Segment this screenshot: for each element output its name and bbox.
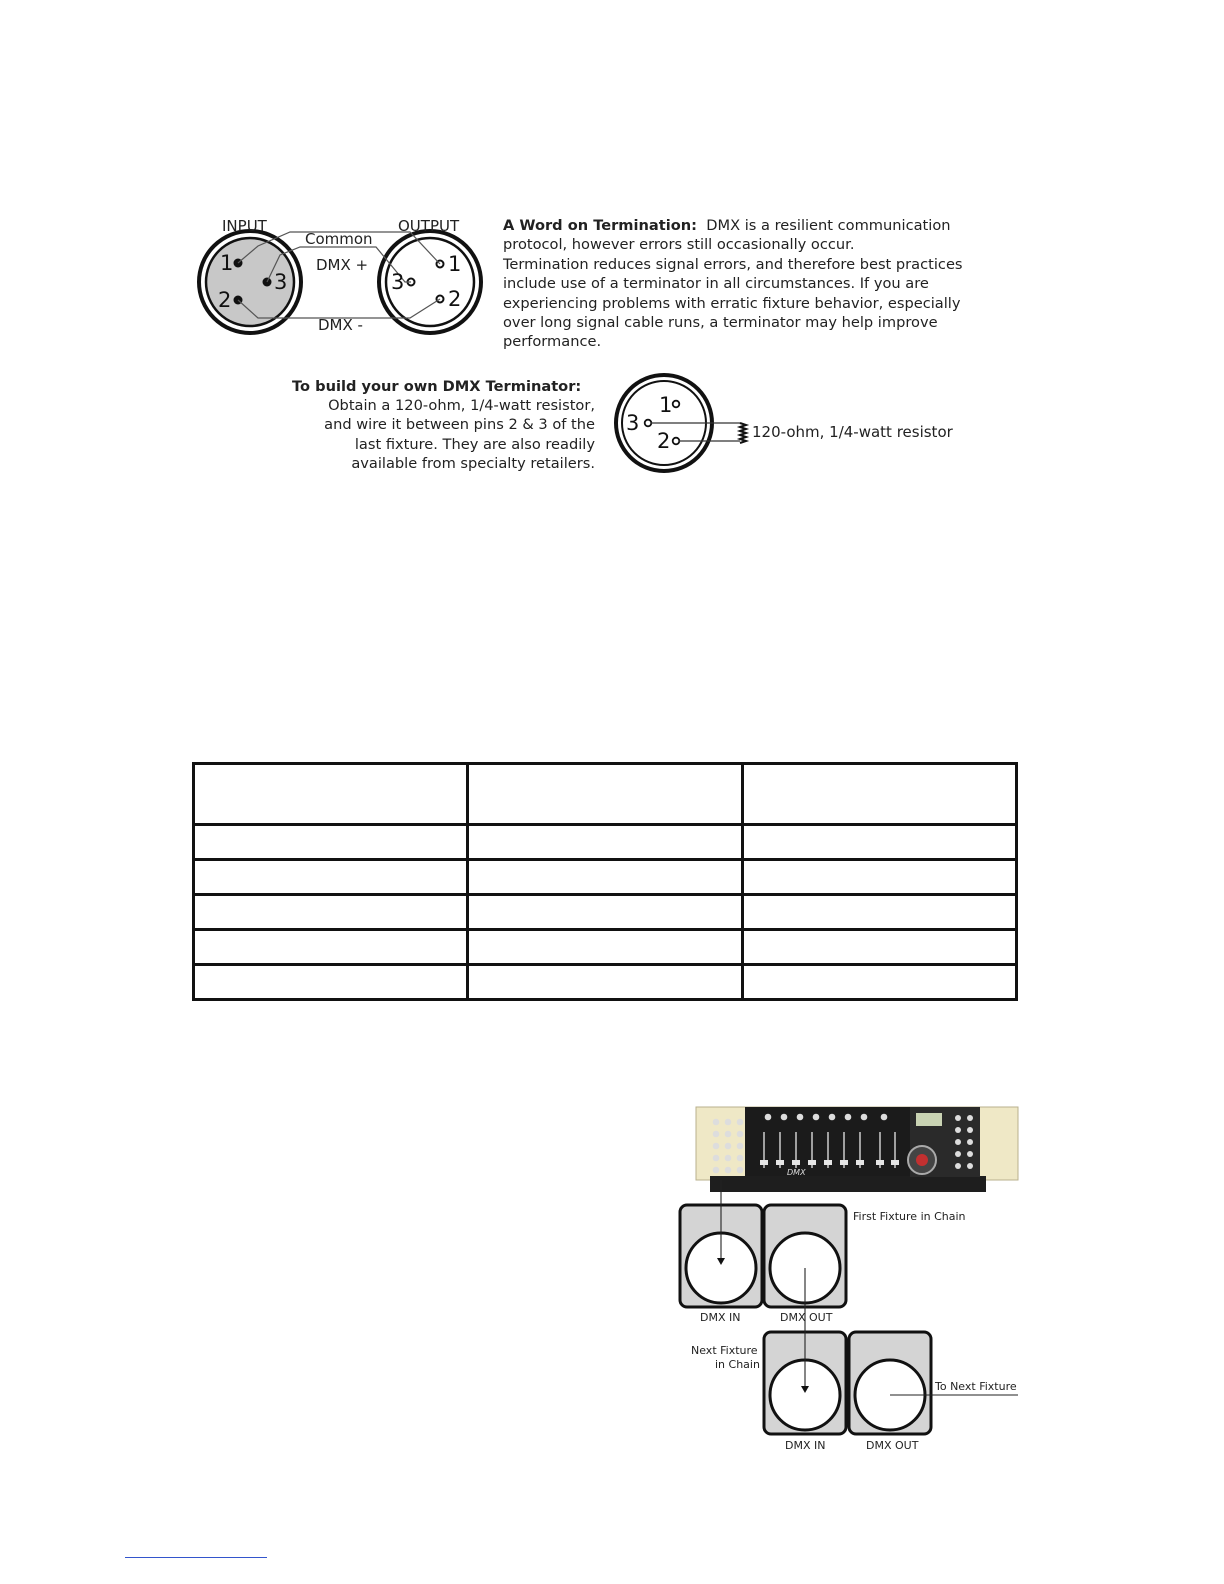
dmx-out-label: DMX OUT (866, 1439, 919, 1452)
terminator-line: and wire it between pins 2 & 3 of the (324, 416, 595, 434)
terminator-pin-1: 1 (659, 393, 673, 417)
resistor-label: 120-ohm, 1/4-watt resistor (752, 423, 953, 441)
termination-line: over long signal cable runs, a terminator may help improve (503, 314, 938, 332)
terminator-pin-3: 3 (626, 411, 640, 435)
footnote-separator (125, 1557, 267, 1558)
next-fixture-label-2: in Chain (715, 1358, 760, 1371)
terminator-line: available from specialty retailers. (351, 454, 595, 472)
input-pin-1: 1 (220, 251, 234, 275)
dmx-minus-label: DMX - (318, 316, 363, 334)
termination-line: include use of a terminator in all circumstances. If you are (503, 275, 929, 293)
termination-line: experiencing problems with erratic fixture behavior, especially (503, 294, 961, 312)
to-next-fixture-label: To Next Fixture (935, 1380, 1017, 1393)
dmx-controller-image (696, 1107, 1018, 1192)
first-fixture-label: First Fixture in Chain (853, 1210, 966, 1223)
dmx-in-label: DMX IN (700, 1311, 741, 1324)
terminator-line: last fixture. They are also readily (354, 435, 595, 453)
dmx-in-label: DMX IN (785, 1439, 826, 1452)
output-label: OUTPUT (398, 217, 460, 235)
output-pin-2: 2 (448, 287, 462, 311)
termination-line: protocol, however errors still occasionally occur. (503, 236, 855, 254)
input-label: INPUT (222, 217, 267, 235)
termination-line: performance. (503, 333, 602, 351)
input-pin-3: 3 (274, 270, 288, 294)
terminator-heading: To build your own DMX Terminator: (292, 378, 582, 395)
output-pin-3: 3 (391, 270, 405, 294)
input-pin-2: 2 (218, 288, 232, 312)
controller-label: DMX (787, 1168, 806, 1177)
terminator-pin-2: 2 (657, 429, 671, 453)
common-label: Common (305, 230, 373, 248)
dmx-out-label: DMX OUT (780, 1311, 833, 1324)
termination-heading: A Word on Termination: (503, 217, 697, 234)
next-fixture-label: Next Fixture (691, 1344, 758, 1357)
termination-line: Termination reduces signal errors, and therefore best practices (503, 255, 963, 273)
terminator-line: Obtain a 120-ohm, 1/4-watt resistor, (328, 397, 595, 415)
dmx-plus-label: DMX + (316, 256, 369, 274)
output-pin-1: 1 (448, 252, 462, 276)
termination-line: DMX is a resilient communication (706, 217, 951, 234)
